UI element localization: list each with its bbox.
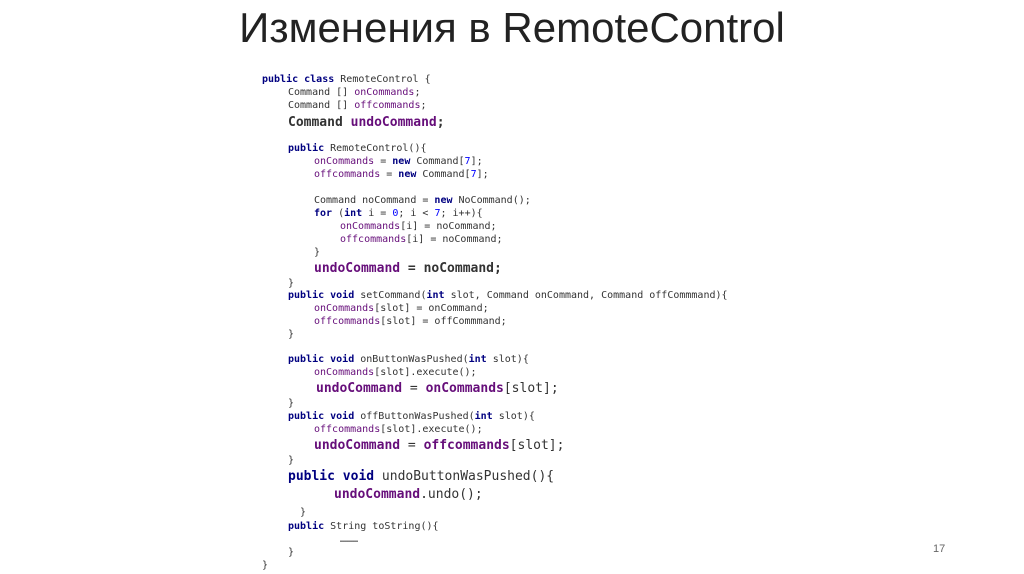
code-line-field-oncommands xyxy=(288,88,420,98)
code-text: } xyxy=(300,507,307,518)
code-keyword: for xyxy=(314,208,339,219)
code-text: [i] = noCommand; xyxy=(406,234,503,245)
code-text: Command[ xyxy=(422,169,471,180)
code-text: [slot] = offCommmand; xyxy=(380,316,507,327)
code-line-tostring xyxy=(288,522,439,532)
code-field: onCommands xyxy=(340,221,401,232)
code-text: } xyxy=(288,398,295,409)
code-text: onButtonWasPushed( xyxy=(360,354,469,365)
code-field: offcommands xyxy=(340,234,407,245)
code-line-field-offcommands xyxy=(288,101,427,111)
code-text: [slot]; xyxy=(509,438,565,453)
code-text: Command [] xyxy=(288,87,355,98)
code-field: onCommands xyxy=(314,367,375,378)
code-field: offcommands xyxy=(423,438,510,453)
code-text: ; xyxy=(436,115,445,130)
page-number: 17 xyxy=(933,543,946,555)
code-text: = xyxy=(402,381,426,396)
code-line-brace xyxy=(288,456,294,466)
code-line-init-offcommands xyxy=(314,170,489,180)
code-line-class-close xyxy=(262,561,268,571)
code-text: } xyxy=(314,247,321,258)
code-line-field-undocommand xyxy=(288,116,445,129)
code-keyword: int xyxy=(344,208,369,219)
code-text: Command [] xyxy=(288,100,355,111)
code-keyword: public void xyxy=(288,411,361,422)
code-field: undoCommand xyxy=(334,487,421,502)
code-number: 0 xyxy=(392,208,399,219)
code-text: undoButtonWasPushed(){ xyxy=(381,469,555,484)
code-text: ……… xyxy=(340,534,359,545)
code-text: setCommand( xyxy=(360,290,427,301)
code-line-set-oncommands xyxy=(314,304,489,314)
code-text: String toString(){ xyxy=(330,521,439,532)
code-text: ; xyxy=(414,87,421,98)
code-field: offcommands xyxy=(354,100,421,111)
code-text: Command xyxy=(288,115,351,130)
code-line-setcommand xyxy=(288,291,728,301)
slide-title: Изменения в RemoteControl xyxy=(239,4,785,51)
code-line-onbutton xyxy=(288,355,529,365)
code-text: slot, Command onCommand, Command offCommmand){ xyxy=(450,290,728,301)
code-line-ellipsis xyxy=(340,535,358,545)
code-line-for-loop xyxy=(314,209,483,219)
code-line-brace xyxy=(288,399,294,409)
code-keyword: new xyxy=(434,195,459,206)
code-text: ]; xyxy=(470,156,483,167)
code-line-undo-call xyxy=(334,488,483,501)
code-number: 7 xyxy=(470,169,477,180)
code-keyword: public void xyxy=(288,290,361,301)
code-field: offcommands xyxy=(314,169,381,180)
code-text: ( xyxy=(338,208,345,219)
code-text: offButtonWasPushed( xyxy=(360,411,475,422)
code-field: offcommands xyxy=(314,316,381,327)
code-text: = xyxy=(380,169,399,180)
code-line-off-execute xyxy=(314,425,483,435)
code-line-nocommand xyxy=(314,196,531,206)
code-field: onCommands xyxy=(314,156,375,167)
code-line-undobutton xyxy=(288,470,554,483)
code-text: Command[ xyxy=(416,156,465,167)
code-text: slot){ xyxy=(498,411,535,422)
code-number: 7 xyxy=(464,156,471,167)
code-field: undoCommand xyxy=(350,115,437,130)
code-keyword: public class xyxy=(262,74,341,85)
code-keyword: new xyxy=(392,156,417,167)
code-line-loop-offcommands xyxy=(340,235,503,245)
code-field: offcommands xyxy=(314,424,381,435)
code-line-brace xyxy=(288,279,294,289)
code-text: ; i++){ xyxy=(440,208,483,219)
code-line-on-execute xyxy=(314,368,477,378)
code-text: NoCommand(); xyxy=(458,195,531,206)
code-line-brace xyxy=(288,330,294,340)
code-text: RemoteControl { xyxy=(340,74,431,85)
code-text: [slot]; xyxy=(503,381,559,396)
code-field: undoCommand xyxy=(314,438,401,453)
code-line-off-undo-assign xyxy=(314,439,564,452)
code-text: Command noCommand = xyxy=(314,195,435,206)
code-text: [i] = noCommand; xyxy=(400,221,497,232)
code-line-on-undo-assign xyxy=(316,382,559,395)
code-field: undoCommand xyxy=(316,381,403,396)
code-keyword: public void xyxy=(288,354,361,365)
code-text: } xyxy=(262,560,269,571)
code-keyword: int xyxy=(426,290,451,301)
code-text: } xyxy=(288,278,295,289)
code-line-class-decl xyxy=(262,75,431,85)
code-text: ; i < xyxy=(398,208,435,219)
code-text: RemoteControl(){ xyxy=(330,143,427,154)
code-keyword: public xyxy=(288,143,331,154)
code-text: = xyxy=(374,156,393,167)
code-text: ; xyxy=(420,100,427,111)
code-text: = noCommand; xyxy=(400,261,502,276)
code-text: ]; xyxy=(476,169,489,180)
code-line-offbutton xyxy=(288,412,535,422)
code-field: onCommands xyxy=(425,381,504,396)
code-line-brace xyxy=(288,548,294,558)
code-line-loop-oncommands xyxy=(340,222,497,232)
code-line-brace xyxy=(300,508,306,518)
code-text: slot){ xyxy=(492,354,529,365)
code-text: = xyxy=(400,438,424,453)
code-text: } xyxy=(288,547,295,558)
code-line-undo-assign xyxy=(314,262,502,275)
code-text: } xyxy=(288,455,295,466)
code-text: } xyxy=(288,329,295,340)
code-field: undoCommand xyxy=(314,261,401,276)
code-text: [slot].execute(); xyxy=(374,367,477,378)
code-line-set-offcommands xyxy=(314,317,507,327)
code-keyword: new xyxy=(398,169,423,180)
code-number: 7 xyxy=(434,208,441,219)
code-text: [slot] = onCommand; xyxy=(374,303,489,314)
code-keyword: public void xyxy=(288,469,382,484)
code-text: i = xyxy=(368,208,393,219)
code-keyword: int xyxy=(468,354,493,365)
code-keyword: int xyxy=(474,411,499,422)
code-field: onCommands xyxy=(314,303,375,314)
code-text: .undo(); xyxy=(420,487,483,502)
code-keyword: public xyxy=(288,521,331,532)
code-line-constructor xyxy=(288,144,426,154)
code-field: onCommands xyxy=(354,87,415,98)
code-line-brace xyxy=(314,248,320,258)
code-text: [slot].execute(); xyxy=(380,424,483,435)
code-line-init-oncommands xyxy=(314,157,483,167)
